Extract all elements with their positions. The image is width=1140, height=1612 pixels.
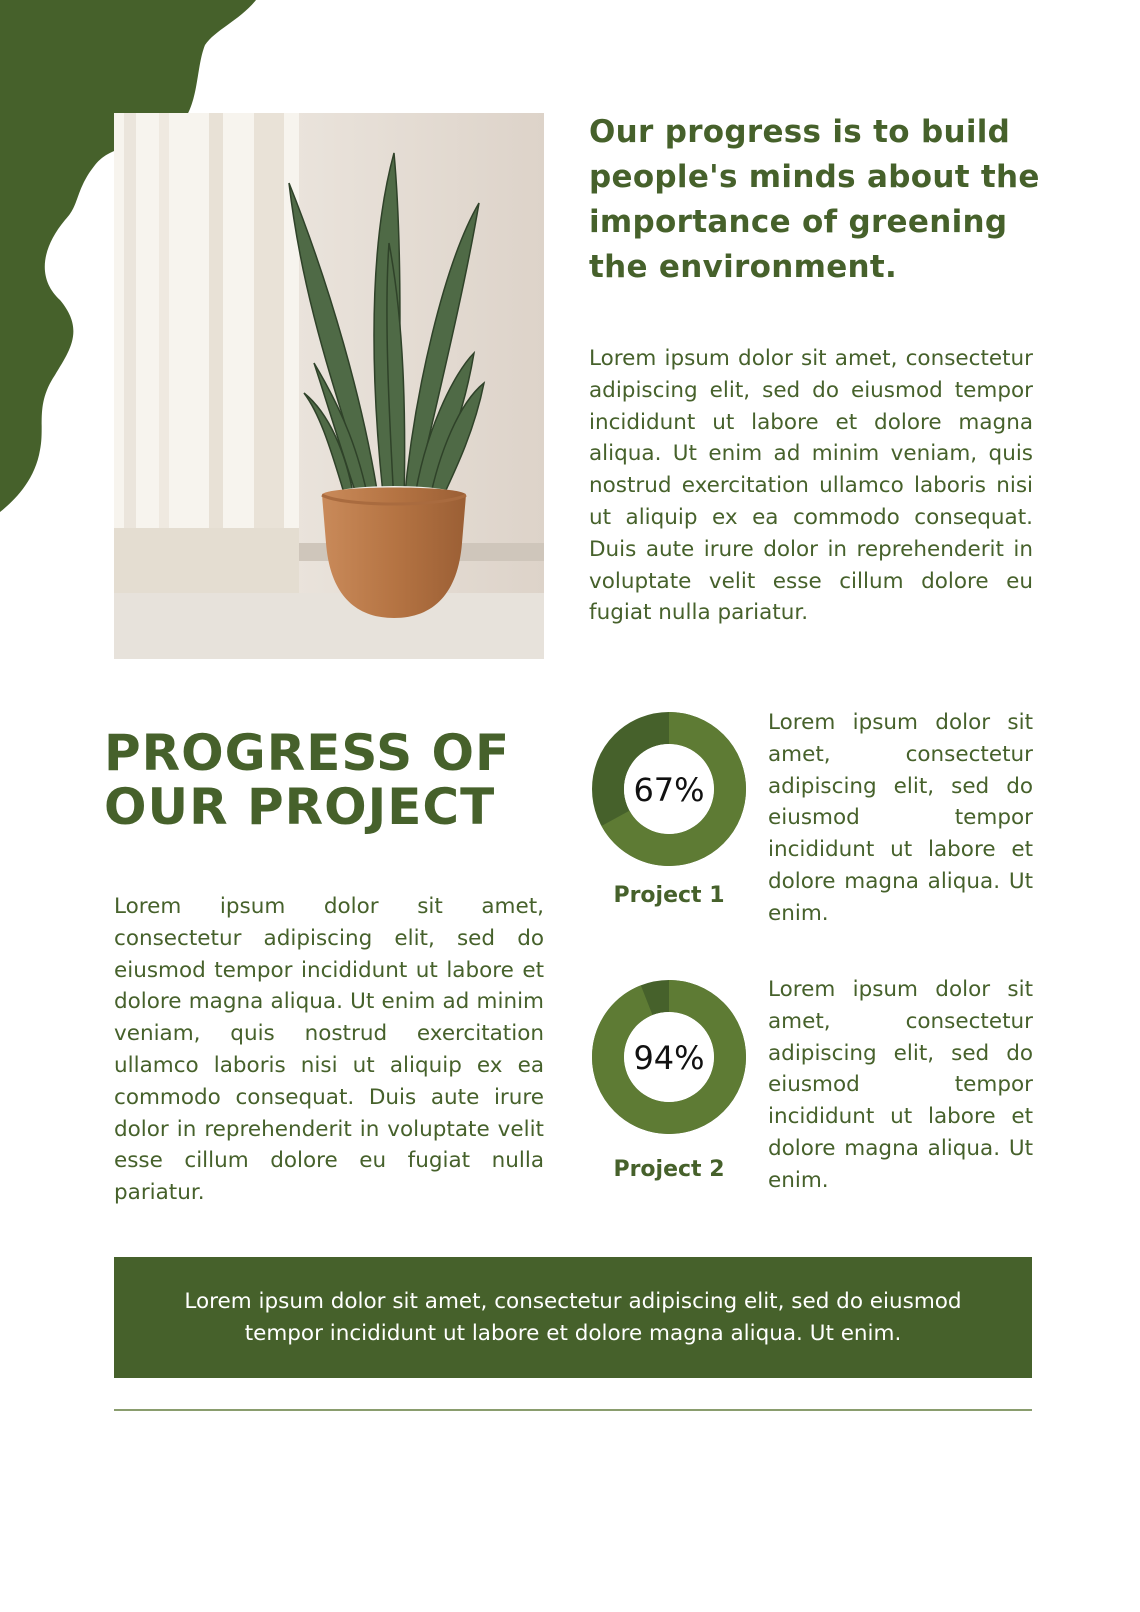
potted-plant-photo [114,113,544,659]
progress-paragraph: Lorem ipsum dolor sit amet, consectetur adipiscing elit, sed do eiusmod tempor incididunt ut labore et dolore magna aliqua. Ut enim ad minim veniam, quis nostrud exercitation ullamco laboris nisi ut aliquip ex ea commodo consequat. Duis aute irure dolor in reprehenderit in voluptate velit esse cillum dolore eu fugiat nulla pariatur. [114,894,544,1206]
donut-percent-label: 94% [633,1039,705,1077]
donut-percent-label: 67% [633,771,705,809]
section-title: PROGRESS OF OUR PROJECT [104,724,511,836]
project-1-description: Lorem ipsum dolor sit amet, consectetur adipiscing elit, sed do eiusmod tempor incididunt ut labore et dolore magna aliqua. Ut enim. [768,710,1033,926]
footer-banner [114,1257,1032,1378]
project-2-label: Project 2 [613,1157,725,1182]
banner-text: Lorem ipsum dolor sit amet, consectetur adipiscing elit, sed do eiusmod tempor incididunt ut labore et dolore magna aliqua. Ut enim. [184,1288,962,1346]
intro-paragraph: Lorem ipsum dolor sit amet, consectetur adipiscing elit, sed do eiusmod tempor incididunt ut labore et dolore magna aliqua. Ut enim ad minim veniam, quis nostrud exercitation ullamco laboris nisi ut aliquip ex ea commodo consequat. Duis aute irure dolor in reprehenderit in voluptate velit esse cillum dolore eu fugiat nulla pariatur. [589,346,1033,626]
project-2-description: Lorem ipsum dolor sit amet, consectetur adipiscing elit, sed do eiusmod tempor incididunt ut labore et dolore magna aliqua. Ut enim. [768,977,1033,1193]
project-1-label: Project 1 [613,883,725,908]
intro-headline: Our progress is to build people's minds about the importance of greening the environment. [589,114,1040,285]
divider-line [114,1409,1032,1411]
project-1-donut-chart [589,709,749,869]
project-2-donut-chart [589,977,749,1137]
